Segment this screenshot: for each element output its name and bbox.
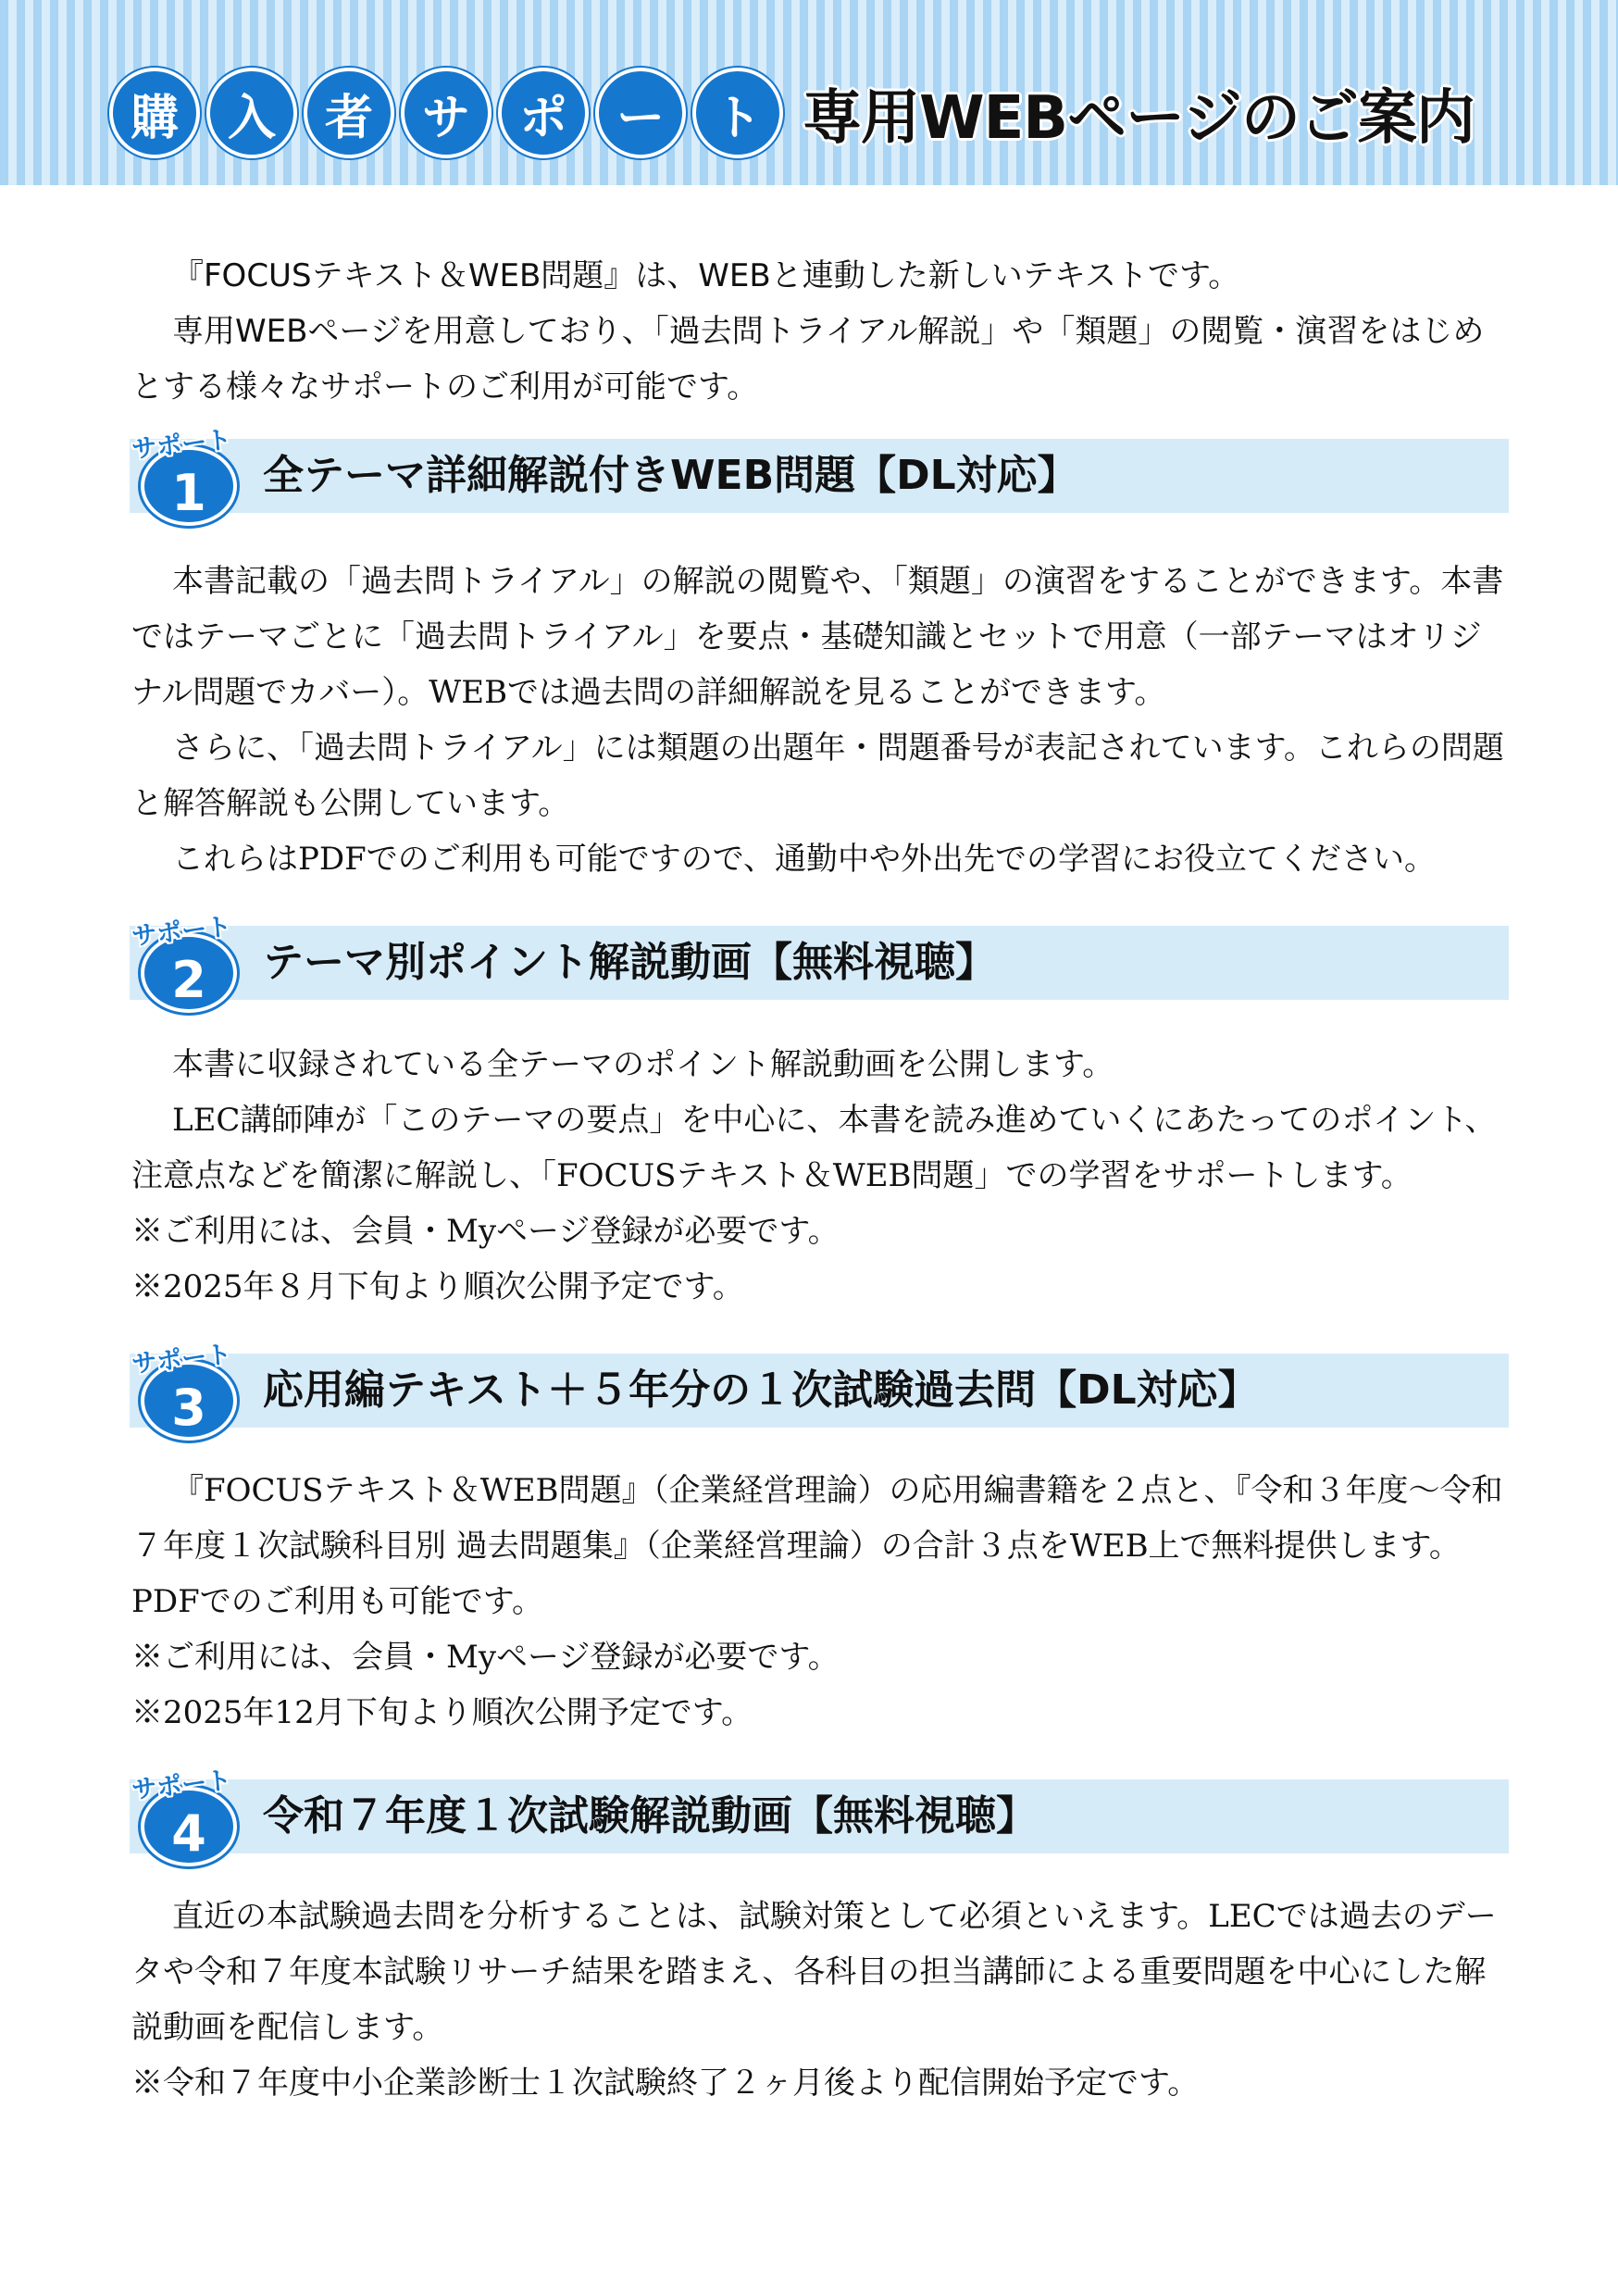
title-circle-char: 入 (206, 68, 297, 158)
intro-paragraph: 『FOCUSテキスト＆WEB問題』は、WEBと連動した新しいテキストです。 (172, 257, 1240, 294)
section-paragraph: 直近の本試験過去問を分析することは、試験対策として必須といえます。LECでは過去のデータや令和７年度本試験リサーチ結果を踏まえ、各科目の担当講師による重要問題を中心にした解説動画を配信します。 (131, 1898, 1497, 2046)
intro-text (131, 248, 1511, 415)
support-badge-label: サポート (130, 1340, 233, 1379)
section-paragraph: これらはPDFでのご利用も可能ですので、通勤中や外出先での学習にお役立てください。 (172, 841, 1437, 878)
section-body-4 (131, 1889, 1511, 2111)
title-suffix: 専用WEBページのご案内 (803, 84, 1475, 153)
section-paragraph: 本書に収録されている全テーマのポイント解説動画を公開します。 (172, 1046, 1114, 1083)
section-header-1 (130, 425, 1509, 522)
section-note: ※ご利用には、会員・Myページ登録が必要です。 (131, 1639, 840, 1676)
intro-paragraph: 専用WEBページを用意しており、「過去問トライアル解説」や「類題」の閲覧・演習をはじめとする様々なサポートのご利用が可能です。 (131, 313, 1485, 406)
support-badge (128, 1339, 254, 1441)
section-paragraph: 『FOCUSテキスト＆WEB問題』（企業経営理論）の応用編書籍を２点と、『令和３年度～令和７年度１次試験科目別 過去問題集』（企業経営理論）の合計３点をWEB上で無料提供します。PDFでのご利用も可能です。 (131, 1472, 1503, 1620)
header-banner (0, 0, 1618, 185)
support-number: 3 (141, 1361, 237, 1441)
section-note: ※ご利用には、会員・Myページ登録が必要です。 (131, 1213, 840, 1250)
section-title: 令和７年度１次試験解説動画【無料視聴】 (263, 1792, 1037, 1840)
section-paragraph: さらに、「過去問トライアル」には類題の出題年・問題番号が表記されています。これらの問題と解答解説も公開しています。 (131, 730, 1504, 822)
section-body-3 (131, 1463, 1511, 1741)
title-circle-char: ー (595, 68, 686, 158)
title-circle-char: サ (401, 68, 492, 158)
support-badge (128, 1765, 254, 1866)
support-badge-label: サポート (130, 912, 233, 952)
support-number: 2 (141, 933, 237, 1013)
support-badge (128, 424, 254, 526)
support-badge (128, 911, 254, 1013)
section-body-1 (131, 554, 1511, 887)
title-circle-char: 購 (109, 68, 200, 158)
section-note: ※令和７年度中小企業診断士１次試験終了２ヶ月後より配信開始予定です。 (131, 2065, 1200, 2102)
section-body-2 (131, 1037, 1511, 1315)
section-header-4 (130, 1766, 1509, 1863)
support-number: 4 (141, 1787, 237, 1866)
section-title: テーマ別ポイント解説動画【無料視聴】 (263, 939, 996, 986)
support-badge-label: サポート (130, 425, 233, 465)
title-circle-char: ポ (498, 68, 589, 158)
section-paragraph: LEC講師陣が「このテーマの要点」を中心に、本書を読み進めていくにあたってのポイント、注意点などを簡潔に解説し、「FOCUSテキスト＆WEB問題」での学習をサポートします。 (131, 1102, 1497, 1194)
section-title: 全テーマ詳細解説付きWEB問題【DL対応】 (263, 452, 1078, 499)
title-circle-char: 者 (304, 68, 394, 158)
page-title (109, 57, 1475, 168)
section-note: ※2025年８月下旬より順次公開予定です。 (131, 1268, 744, 1305)
section-paragraph: 本書記載の「過去問トライアル」の解説の閲覧や、「類題」の演習をすることができます。本書ではテーマごとに「過去問トライアル」を要点・基礎知識とセットで用意（一部テーマはオリジナル問題でカバー）。WEBでは過去問の詳細解説を見ることができます。 (131, 563, 1504, 711)
support-badge-label: サポート (130, 1766, 233, 1805)
support-number: 1 (141, 446, 237, 526)
section-header-3 (130, 1340, 1509, 1437)
section-note: ※2025年12月下旬より順次公開予定です。 (131, 1694, 753, 1731)
section-header-2 (130, 912, 1509, 1009)
section-title: 応用編テキスト＋５年分の１次試験過去問【DL対応】 (263, 1366, 1259, 1414)
title-circle-char: ト (692, 68, 783, 158)
